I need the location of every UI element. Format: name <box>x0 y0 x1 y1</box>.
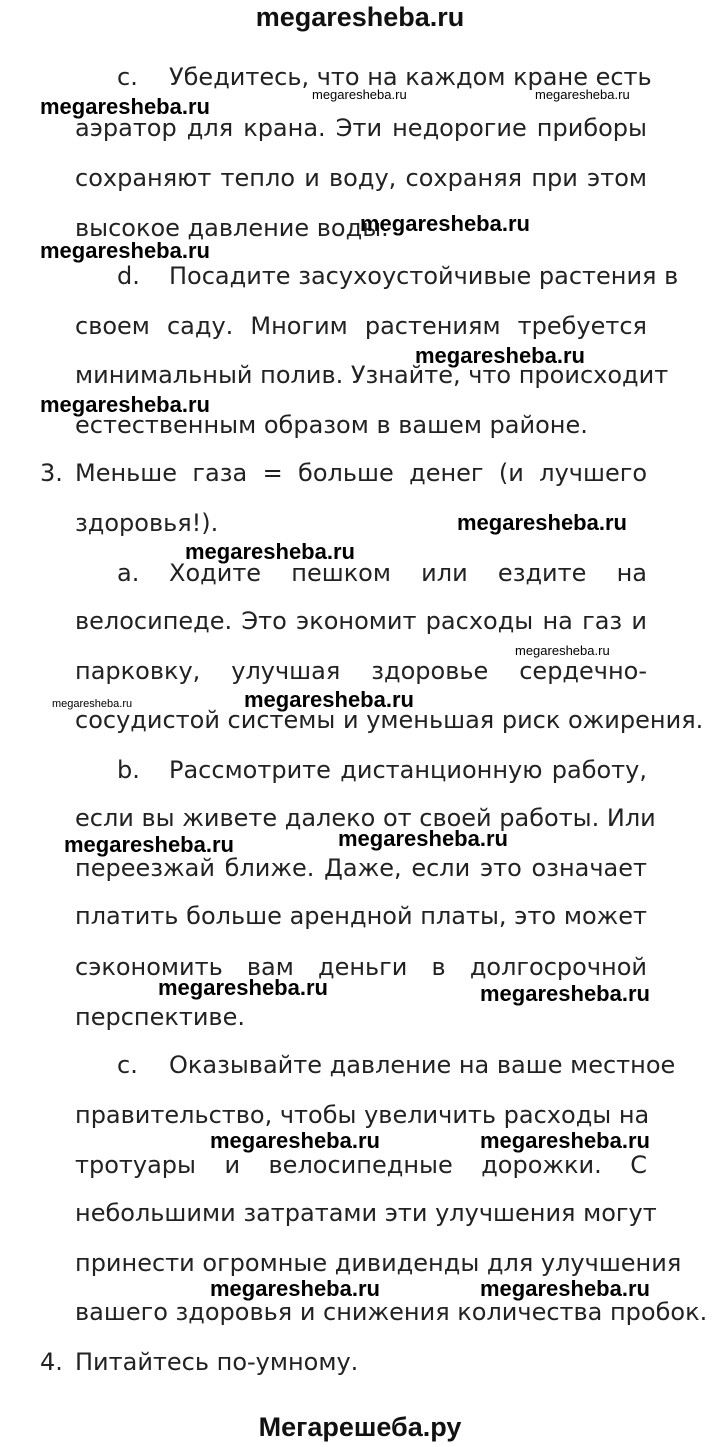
paragraph-line: парковку, улучшая здоровье сердечно- <box>75 657 647 685</box>
paragraph-line: Убедитесь, что на каждом кране есть <box>169 63 652 91</box>
paragraph-line: Меньше газа = больше денег (и лучшего <box>75 459 647 487</box>
paragraph-line: правительство, чтобы увеличить расходы на <box>75 1101 650 1129</box>
paragraph-line: минимальный полив. Узнайте, что происходит <box>75 361 669 389</box>
paragraph-line: платить больше арендной платы, это может <box>75 902 647 930</box>
watermark: megaresheba.ru <box>338 826 508 851</box>
watermark: megaresheba.ru <box>312 87 407 102</box>
paragraph-line: переезжай ближе. Даже, если это означает <box>75 854 647 882</box>
list-marker: a. <box>117 559 140 587</box>
watermark: megaresheba.ru <box>52 698 133 710</box>
paragraph-line: сэкономить вам деньги в долгосрочной <box>75 953 647 981</box>
watermark: megaresheba.ru <box>40 238 210 263</box>
watermark: megaresheba.ru <box>480 1276 650 1301</box>
watermark: megaresheba.ru <box>457 510 627 535</box>
watermark: megaresheba.ru <box>244 687 414 712</box>
watermark: megaresheba.ru <box>360 211 530 236</box>
paragraph-line: высокое давление воды. <box>75 214 389 242</box>
paragraph-line: своем саду. Многим растениям требуется <box>75 312 647 340</box>
watermark: megaresheba.ru <box>40 94 210 119</box>
list-marker: 3. <box>40 459 63 487</box>
paragraph-line: тротуары и велосипедные дорожки. С <box>75 1151 647 1179</box>
watermark: megaresheba.ru <box>480 1128 650 1153</box>
paragraph-line: велосипеде. Это экономит расходы на газ и <box>75 607 647 635</box>
paragraph-line: Оказывайте давление на ваше местное <box>169 1051 676 1079</box>
list-marker: d. <box>117 262 140 290</box>
paragraph-line: вашего здоровья и снижения количества пробок. <box>75 1298 708 1326</box>
paragraph-line: Ходите пешком или ездите на <box>169 559 647 587</box>
paragraph-line: небольшими затратами эти улучшения могут <box>75 1199 657 1227</box>
list-marker: b. <box>117 756 140 784</box>
watermark: megaresheba.ru <box>210 1128 380 1153</box>
paragraph-line: перспективе. <box>75 1003 245 1031</box>
paragraph-line: сосудистой системы и уменьшая риск ожирения. <box>75 706 704 734</box>
list-marker: 4. <box>40 1348 63 1376</box>
list-marker: c. <box>117 1051 138 1079</box>
paragraph-line: аэратор для крана. Эти недорогие приборы <box>75 114 647 142</box>
paragraph-line: Рассмотрите дистанционную работу, <box>169 756 647 784</box>
paragraph-line: если вы живете далеко от своей работы. Или <box>75 804 656 832</box>
list-marker: c. <box>117 63 138 91</box>
watermark: megaresheba.ru <box>535 87 630 102</box>
site-footer: Мегарешеба.ру <box>258 1412 462 1442</box>
paragraph-line: здоровья!). <box>75 509 219 537</box>
watermark: megaresheba.ru <box>480 981 650 1006</box>
watermark: megaresheba.ru <box>40 392 210 417</box>
watermark: megaresheba.ru <box>415 343 585 368</box>
watermark: megaresheba.ru <box>185 539 355 564</box>
paragraph-line: Посадите засухоустойчивые растения в <box>169 262 679 290</box>
watermark: megaresheba.ru <box>158 975 328 1000</box>
site-header: megaresheba.ru <box>255 2 465 32</box>
watermark: megaresheba.ru <box>64 832 234 857</box>
paragraph-line: естественным образом в вашем районе. <box>75 411 588 439</box>
paragraph-line: сохраняют тепло и воду, сохраняя при этом <box>75 164 647 192</box>
paragraph-line: принести огромные дивиденды для улучшения <box>75 1249 682 1277</box>
paragraph-line: Питайтесь по-умному. <box>75 1348 359 1376</box>
watermark: megaresheba.ru <box>515 643 610 658</box>
watermark: megaresheba.ru <box>210 1276 380 1301</box>
